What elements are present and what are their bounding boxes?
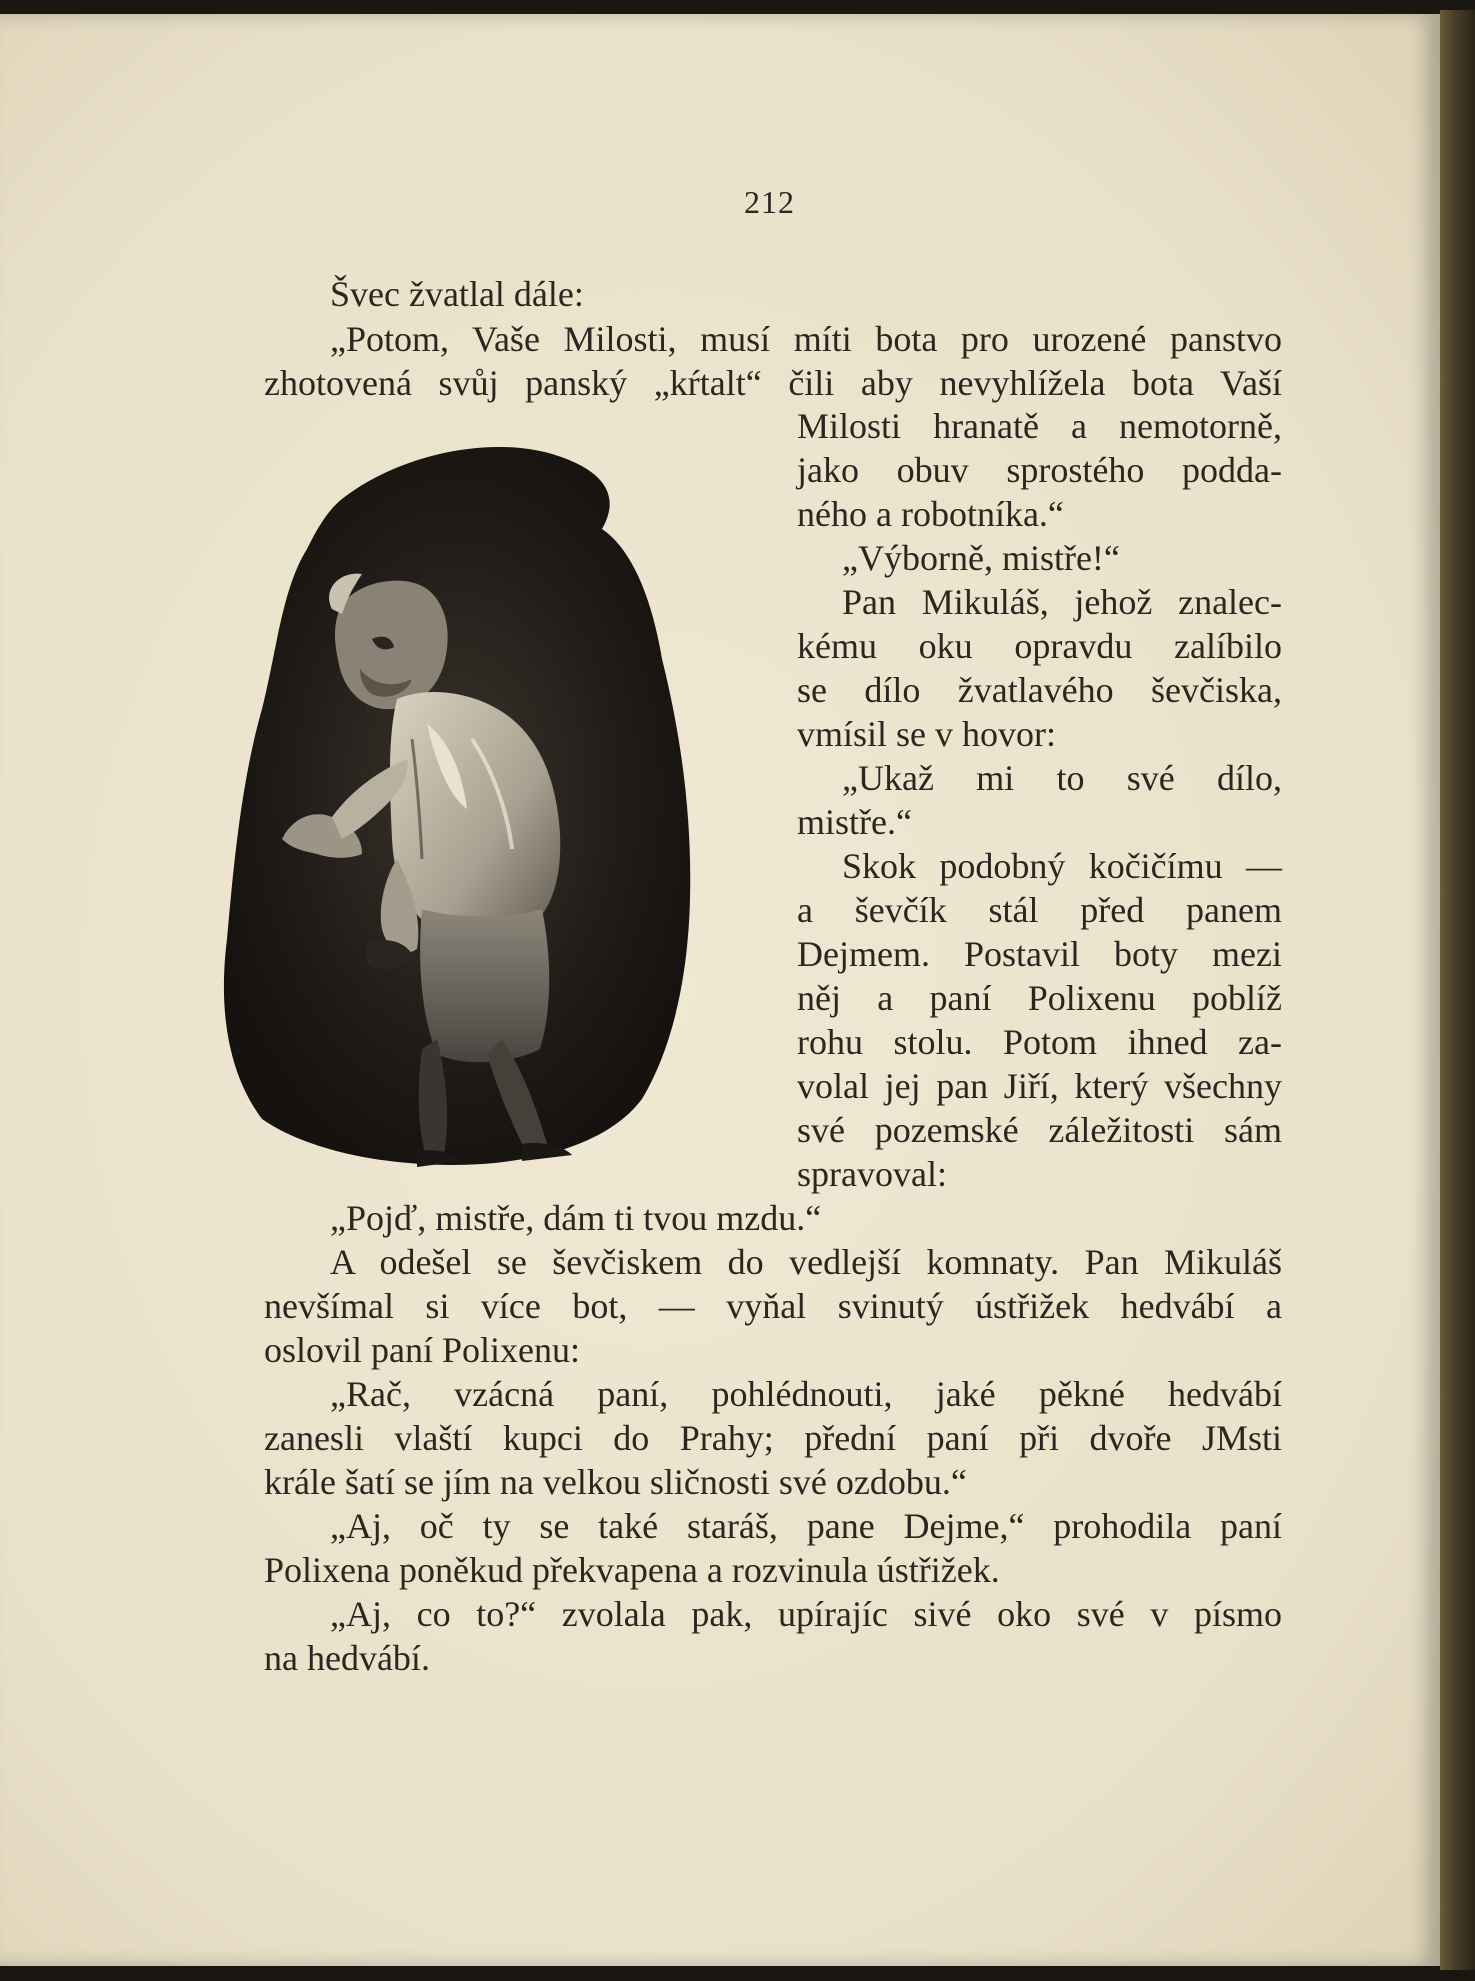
text-line: ného a robotníka.“ <box>797 494 1064 534</box>
text-line: A odešel se ševčiskem do vedlejší komnaty. Pan Mikuláš <box>330 1242 1282 1282</box>
text-line: „Aj, oč ty se také staráš, pane Dejme,“ prohodila paní <box>330 1506 1282 1546</box>
text-line: Milosti hranatě a nemotorně, <box>797 406 1282 446</box>
text-line: zanesli vlaští kupci do Prahy; přední paní při dvoře JMsti <box>264 1418 1282 1458</box>
text-line: jako obuv sprostého podda- <box>797 450 1282 490</box>
page-sheet <box>0 14 1440 1966</box>
text-line: „Potom, Vaše Milosti, musí míti bota pro urozené panstvo <box>330 319 1282 359</box>
text-line: oslovil paní Polixenu: <box>264 1330 581 1370</box>
text-line: zhotovená svůj panský „kŕtalt“ čili aby nevyhlížela bota Vaší <box>264 363 1282 403</box>
page-number: 212 <box>744 184 795 220</box>
text-line: „Pojď, mistře, dám ti tvou mzdu.“ <box>330 1198 822 1238</box>
text-line: Polixena poněkud překvapena a rozvinula ústřižek. <box>264 1550 1000 1590</box>
text-line: „Rač, vzácná paní, pohlédnouti, jaké pěkné hedvábí <box>330 1374 1282 1414</box>
text-line: své pozemské záležitosti sám <box>797 1110 1282 1150</box>
text-line: Švec žvatlal dále: <box>330 274 584 314</box>
book-page-edge <box>1440 10 1475 1970</box>
text-line: „Ukaž mi to své dílo, <box>842 758 1282 798</box>
text-line: vmísil se v hovor: <box>797 714 1056 754</box>
text-line: rohu stolu. Potom ihned za- <box>797 1022 1282 1062</box>
text-line: Pan Mikuláš, jehož znalec- <box>842 582 1282 622</box>
text-line: „Výborně, mistře!“ <box>842 538 1120 578</box>
shoemaker-illustration <box>222 439 752 1179</box>
text-line: nevšímal si více bot, — vyňal svinutý ústřižek hedvábí a <box>264 1286 1282 1326</box>
text-line: kému oku opravdu zalíbilo <box>797 626 1282 666</box>
text-line: „Aj, co to?“ zvolala pak, upírajíc sivé oko své v písmo <box>330 1594 1282 1634</box>
text-line: Dejmem. Postavil boty mezi <box>797 934 1282 974</box>
text-line: mistře.“ <box>797 802 912 842</box>
text-line: krále šatí se jím na velkou sličnosti své ozdobu.“ <box>264 1462 967 1502</box>
text-line: a ševčík stál před panem <box>797 890 1282 930</box>
text-line: volal jej pan Jiří, který všechny <box>797 1066 1282 1106</box>
text-line: spravoval: <box>797 1154 947 1194</box>
text-line: na hedvábí. <box>264 1638 430 1678</box>
text-line: něj a paní Polixenu poblíž <box>797 978 1282 1018</box>
text-line: se dílo žvatlavého ševčiska, <box>797 670 1282 710</box>
text-line: Skok podobný kočičímu — <box>842 846 1282 886</box>
